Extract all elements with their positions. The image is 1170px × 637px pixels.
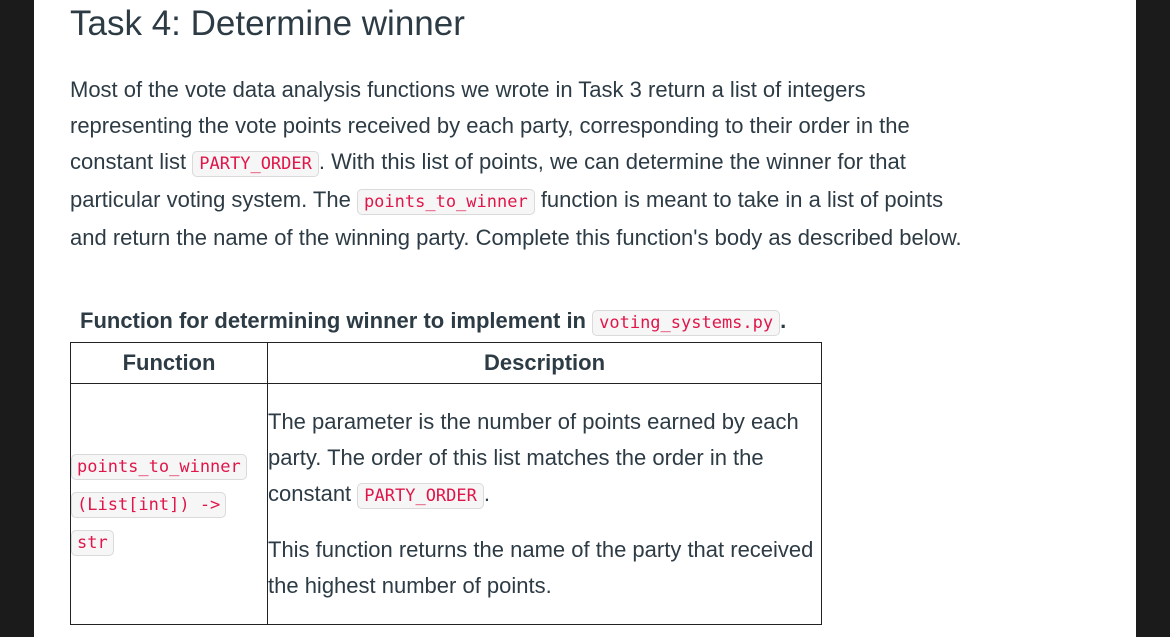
header-function: Function [71,343,268,384]
description-paragraph-1 [268,404,821,514]
signature-part-1: points_to_winner [71,454,247,480]
signature-line-3 [71,523,267,561]
table-row [71,384,822,625]
intro-text-1: Most of the vote data analysis functions we wrote in Task 3 return a list of integers representing the vote points received by each party, corresponding to their order in the constant list [70,77,910,174]
caption-text: Function for determining winner to implement in [80,308,593,333]
description-paragraph-2: This function returns the name of the party that received the highest number of points. [268,537,814,598]
table-header-row [71,343,822,384]
signature-line-1 [71,447,267,485]
signature-part-3: str [71,530,114,556]
points-to-winner-code: points_to_winner [357,189,535,215]
page [34,0,1136,637]
function-table [70,342,822,625]
party-order-code: PARTY_ORDER [192,151,319,177]
voting-systems-file-code: voting_systems.py [592,310,780,336]
table-caption [80,308,786,334]
function-signature-cell [71,384,268,625]
description-party-order-code: PARTY_ORDER [357,483,484,509]
signature-part-2: (List[int]) -> [71,492,226,518]
header-description: Description [268,343,822,384]
intro-paragraph [70,72,970,256]
intro-text-3: function is meant to take in a list of points and return the name of the winning party. Complete this function's body as described below. [70,187,962,250]
caption-end: . [780,308,787,333]
page-title: Task 4: Determine winner [70,4,465,43]
signature-line-2 [71,485,267,523]
description-cell [268,384,822,625]
description-end-1: . [483,481,490,506]
description-text-1: The parameter is the number of points earned by each party. The order of this list matches the order in the constant [268,409,799,506]
intro-text-2: . With this list of points, we can determine the winner for that particular voting system. The [70,149,906,212]
